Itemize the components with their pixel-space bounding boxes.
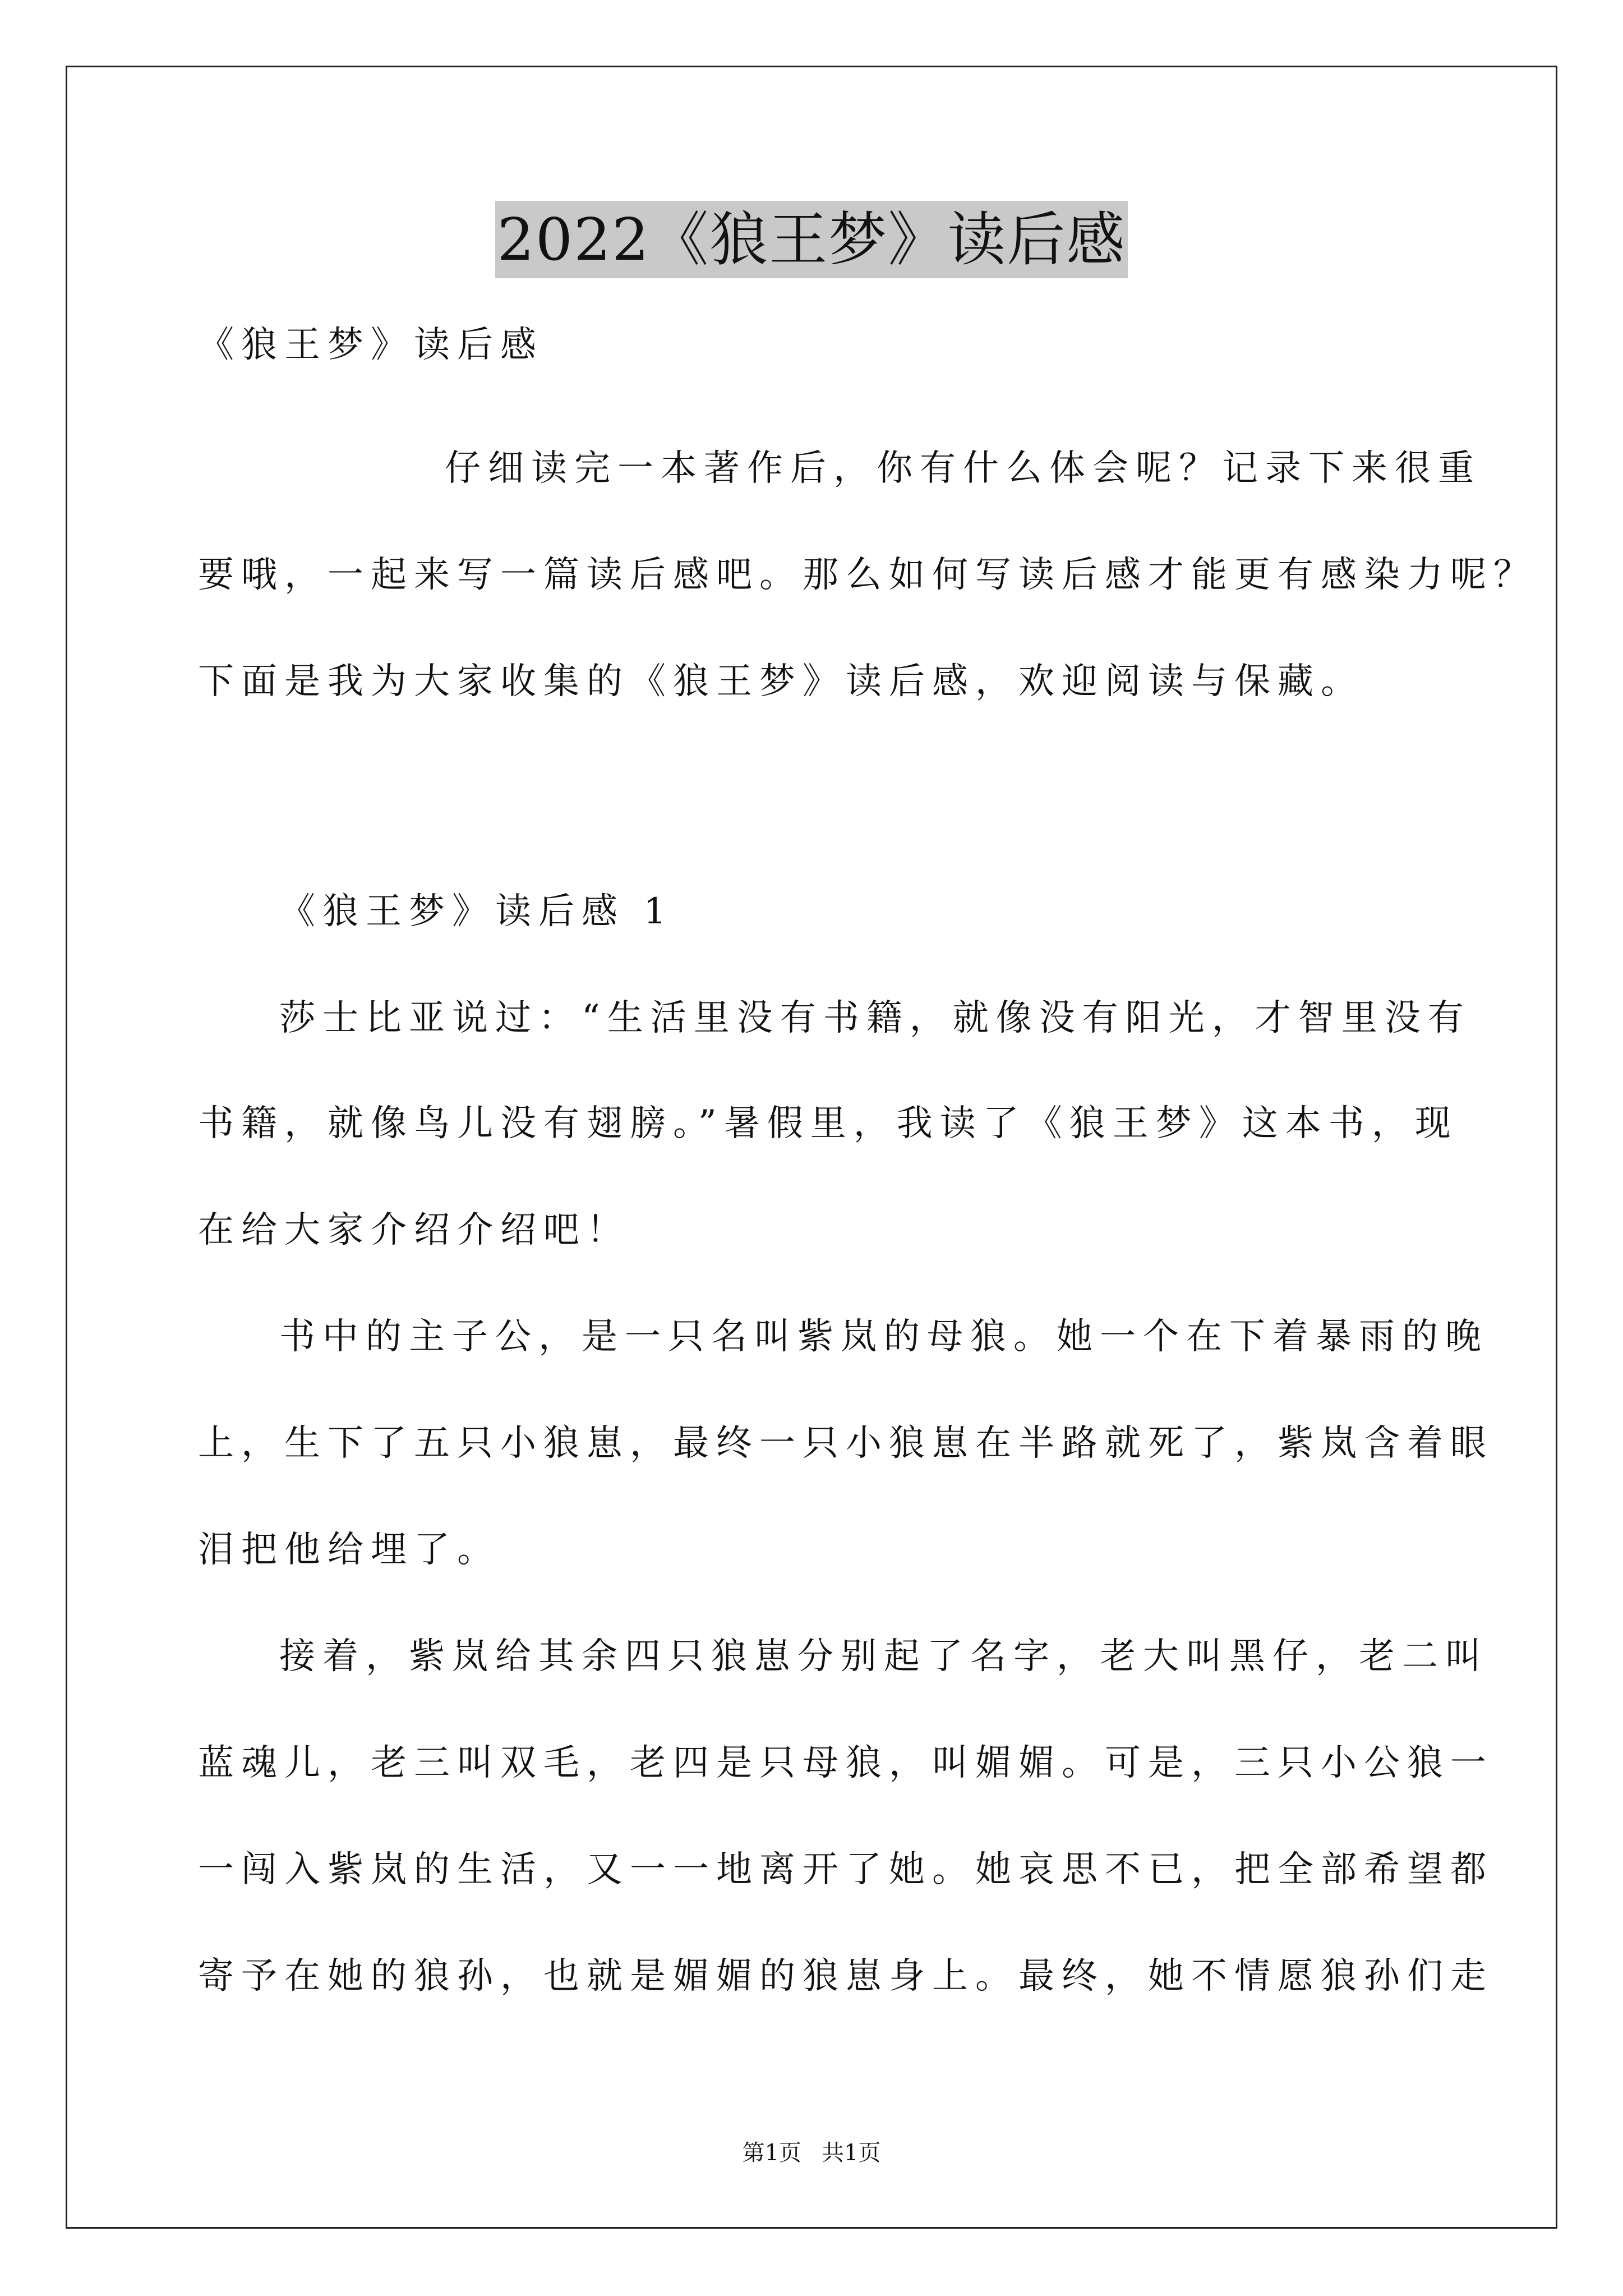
paragraph-line: 接着，紫岚给其余四只狼崽分别起了名字，老大叫黑仔，老二叫: [279, 1636, 1488, 1677]
paragraph-line: 书籍，就像鸟儿没有翅膀。”暑假里，我读了《狼王梦》这本书，现: [198, 1103, 1458, 1144]
paragraph-line: 寄予在她的狼孙，也就是媚媚的狼崽身上。最终，她不情愿狼孙们走: [198, 1955, 1493, 1997]
title-container: [0, 201, 1623, 278]
paragraph-line: 下面是我为大家收集的《狼王梦》读后感，欢迎阅读与保藏。: [198, 661, 1364, 702]
subtitle-line: 《狼王梦》读后感: [198, 324, 543, 366]
paragraph-line: 书中的主子公，是一只名叫紫岚的母狼。她一个在下着暴雨的晚: [279, 1316, 1488, 1358]
paragraph-line: 泪把他给埋了。: [198, 1529, 500, 1571]
paragraph-line: 在给大家介绍介绍吧！: [198, 1209, 630, 1251]
section-heading: 《狼王梦》读后感 1: [279, 891, 674, 932]
page-number: 第1页: [742, 2140, 801, 2166]
paragraph-line: 莎士比亚说过：“生活里没有书籍，就像没有阳光，才智里没有: [279, 997, 1471, 1039]
paragraph-line: 上，生下了五只小狼崽，最终一只小狼崽在半路就死了，紫岚含着眼: [198, 1423, 1493, 1464]
page-footer: [0, 2136, 1623, 2170]
paragraph-line: 一闯入紫岚的生活，又一一地离开了她。她哀思不已，把全部希望都: [198, 1849, 1493, 1890]
paragraph-line: 仔细读完一本著作后，你有什么体会呢？记录下来很重: [445, 448, 1481, 489]
document-title: 2022《狼王梦》读后感: [495, 201, 1128, 278]
paragraph-line: 要哦，一起来写一篇读后感吧。那么如何写读后感才能更有感染力呢？: [198, 554, 1537, 596]
paragraph-line: 蓝魂儿，老三叫双毛，老四是只母狼，叫媚媚。可是，三只小公狼一: [198, 1742, 1493, 1784]
page-total: 共1页: [822, 2140, 881, 2166]
